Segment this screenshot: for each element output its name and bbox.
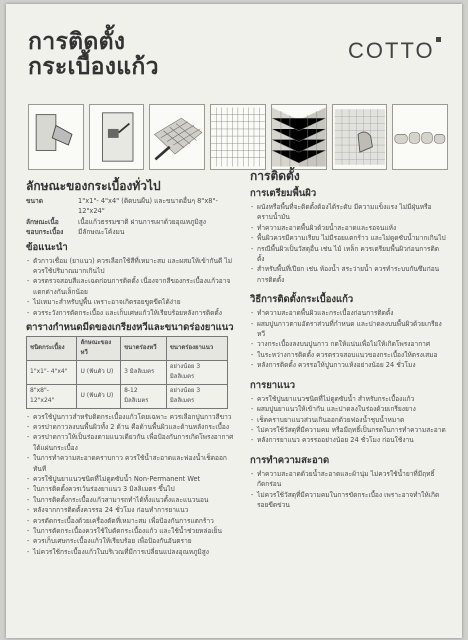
page-title: การติดตั้ง — [28, 29, 126, 55]
list-item: - เช็ดคราบยาแนวส่วนเกินออกด้วยฟองน้ำชุบน้ำหมาด — [250, 415, 446, 425]
table-cell: 8-12 มิลลิเมตร — [121, 384, 167, 408]
table-row — [27, 384, 228, 408]
step-7-illustration — [392, 104, 448, 170]
list-item: - ควรปาดกาวให้เป็นร่องตามแนวเดียวกัน เพื่อป้องกันการเกิดโพรงอากาศใต้แผ่นกระเบื้อง — [26, 432, 234, 453]
step-2-illustration — [89, 104, 145, 170]
table-cell: 8"x8"- 12"x24" — [27, 384, 77, 408]
section-heading-grouting: การยาแนว — [250, 379, 296, 391]
table-cell: U (ฟันตัว U) — [77, 384, 121, 408]
list-item: - หลังการติดตั้ง ควรรอให้ปูนกาวแห้งอย่างน้อย 24 ชั่วโมง — [250, 360, 446, 370]
spec-label: ขนาด — [26, 197, 43, 205]
spec-value: มีลักษณะโค้งมน — [78, 228, 125, 237]
spec-row — [26, 217, 234, 227]
list-item: - ในการติดตั้งควรเว้นร่องยาแนว 3 มิลลิเมตร ขึ้นไป — [26, 484, 234, 494]
table-cell: U (ฟันตัว U) — [77, 360, 121, 384]
step-4-illustration — [210, 104, 266, 170]
spec-value: เนื้อแก้วธรรมชาติ ผ่านการเผาด้วยอุณหภูมิสูง — [78, 217, 207, 226]
section-heading-tile-properties: ลักษณะของกระเบื้องทั่วไป — [26, 179, 161, 193]
table-header: ขนาดร่องยาแนว — [166, 337, 227, 361]
table-cell: 3 มิลลิเมตร — [121, 360, 167, 384]
list-item: - ควรระวังการตัดกระเบื้อง และเก็บเศษแก้วให้เรียบร้อยหลังการติดตั้ง — [26, 308, 234, 318]
section-heading-cleaning: การทำความสะอาด — [250, 454, 330, 466]
list-item: - หลังการยาแนว ควรรออย่างน้อย 24 ชั่วโมง ก่อนใช้งาน — [250, 435, 446, 445]
installation-steps-images — [28, 104, 448, 170]
page-subtitle: กระเบื้องแก้ว — [28, 54, 159, 80]
list-item: - ผสมปูนยาแนวให้เข้ากัน และปาดลงในร่องด้วยเกรียงยาง — [250, 404, 446, 414]
instruction-sheet — [6, 4, 462, 638]
list-item: - ผสมปูนกาวตามอัตราส่วนที่กำหนด และปาดลงบนพื้นผิวด้วยเกรียงหวี — [250, 319, 446, 340]
trowel-size-table — [26, 336, 228, 408]
table-header: ชนิดกระเบื้อง — [27, 337, 77, 361]
list-item: - ตัวกาวเชื่อม (ยาแนว) ควรเลือกใช้สีที่เหมาะสม และผสมให้เข้ากันดี ไม่ควรใช้ปริมาณมากเกินไป — [26, 256, 234, 277]
table-row — [27, 360, 228, 384]
list-item: - ควรปาดกาวลงบนพื้นผิวทั้ง 2 ด้าน คือด้านพื้นผิวและด้านหลังกระเบื้อง — [26, 422, 234, 432]
list-item: - วางกระเบื้องลงบนปูนกาว กดให้แน่นเพื่อไม่ให้เกิดโพรงอากาศ — [250, 339, 446, 349]
table-cell: อย่างน้อย 3 มิลลิเมตร — [166, 384, 227, 408]
spec-row — [26, 227, 234, 237]
list-item: - ไม่ควรใช้วัสดุที่มีความคม หรือมีฤทธิ์เป็นกรดในการทำความสะอาด — [250, 425, 446, 435]
list-item: - ทำความสะอาดพื้นผิวด้วยน้ำสะอาดและรอจนแห้ง — [250, 223, 446, 233]
spec-value: 1"x1"- 4"x4" (ติดบนผืน) และขนาดอื่นๆ 8"x8"- 12"x24" — [78, 197, 218, 216]
left-column — [26, 179, 234, 557]
list-item: - ในระหว่างการติดตั้ง ควรตรวจสอบแนวของกระเบื้องให้ตรงเสมอ — [250, 350, 446, 360]
section-heading-installation: การติดตั้ง — [250, 169, 300, 183]
section-heading-trowel-table: ตารางกำหนดมีดของเกรียงหวีและขนาดร่องยาแนว — [26, 322, 234, 334]
spec-label: ลักษณะเนื้อ — [26, 217, 59, 226]
spec-label: ขอบกระเบื้อง — [26, 228, 64, 237]
list-item: - ทำความสะอาดด้วยน้ำสะอาดและผ้านุ่ม ไม่ควรใช้น้ำยาที่มีฤทธิ์กัดกร่อน — [250, 469, 446, 490]
step-3-illustration — [149, 104, 205, 170]
list-item: - กรณีพื้นผิวเป็นวัสดุอื่น เช่น ไม้ เหล็ก ควรเตรียมพื้นผิวก่อนการติดตั้ง — [250, 244, 446, 265]
list-item: - ไม่ควรใช้วัสดุที่มีความคมในการขัดกระเบื้อง เพราะอาจทำให้เกิดรอยขีดข่วน — [250, 490, 446, 511]
table-cell: อย่างน้อย 3 มิลลิเมตร — [166, 360, 227, 384]
step-5-illustration — [271, 104, 327, 170]
list-item: - พื้นผิวควรมีความเรียบ ไม่มีรอยแตกร้าว และไม่ดูดซับน้ำมากเกินไป — [250, 233, 446, 243]
list-item: - หลังจากการติดตั้งควรรอ 24 ชั่วโมง ก่อนทำการยาแนว — [26, 505, 234, 515]
list-item: - ควรเก็บเศษกระเบื้องแก้วให้เรียบร้อย เพื่อป้องกันอันตราย — [26, 536, 234, 546]
list-item: - ทำความสะอาดพื้นผิวและกระเบื้องก่อนการติดตั้ง — [250, 308, 446, 318]
spec-row — [26, 196, 234, 217]
list-item: - ไม่เหมาะสำหรับปูพื้น เพราะอาจเกิดรอยขูดขีดได้ง่าย — [26, 297, 234, 307]
list-item: - ควรตรวจสอบสีและเฉดก่อนการติดตั้ง เนื่องจากสีของกระเบื้องแก้วอาจแตกต่างกันเล็กน้อย — [26, 276, 234, 297]
table-header: ลักษณะของหวี — [77, 337, 121, 361]
list-item: - ควรใช้ปูนยาแนวชนิดที่ไม่ดูดซับน้ำ Non-Permanent Wet — [26, 474, 234, 484]
list-item: - ควรใช้ปูนยาแนวชนิดที่ไม่ดูดซับน้ำ สำหรับกระเบื้องแก้ว — [250, 394, 446, 404]
list-item: - ควรใช้ปูนกาวสำหรับติดกระเบื้องแก้วโดยเฉพาะ ควรเลือกปูนกาวสีขาว — [26, 412, 234, 422]
list-item: - ไม่ควรใช้กระเบื้องแก้วในบริเวณที่มีการเปลี่ยนแปลงอุณหภูมิสูง — [26, 547, 234, 557]
step-6-illustration — [332, 104, 388, 170]
list-item: - สำหรับพื้นที่เปียก เช่น ห้องน้ำ สระว่ายน้ำ ควรทำระบบกันซึมก่อนการติดตั้ง — [250, 264, 446, 285]
list-item: - ผนังหรือพื้นที่จะติดตั้งต้องได้ระดับ มีความแข็งแรง ไม่มีฝุ่นหรือคราบน้ำมัน — [250, 202, 446, 223]
brand-logo: COTTO — [348, 38, 435, 63]
section-heading-recommendations: ข้อแนะนำ — [26, 241, 68, 253]
section-heading-surface-prep: การเตรียมพื้นผิว — [250, 188, 317, 199]
logo-square-icon — [436, 37, 441, 42]
table-cell: 1"x1"- 4"x4" — [27, 360, 77, 384]
list-item: - ควรตัดกระเบื้องด้วยเครื่องตัดที่เหมาะสม เพื่อป้องกันการแตกร้าว — [26, 516, 234, 526]
section-heading-method: วิธีการติดตั้งกระเบื้องแก้ว — [250, 294, 354, 306]
table-header: ขนาดร่องหวี — [121, 337, 167, 361]
step-1-illustration — [28, 104, 84, 170]
list-item: - ในการตัดกระเบื้องควรใช้ใบตัดกระเบื้องแก้ว และใช้น้ำช่วยหล่อเย็น — [26, 526, 234, 536]
right-column — [250, 169, 446, 510]
list-item: - ในการทำความสะอาดคราบกาว ควรใช้น้ำสะอาดและฟองน้ำเช็ดออกทันที — [26, 453, 234, 474]
list-item: - ในการติดตั้งกระเบื้องแก้วสามารถทำได้ทั้งแนวตั้งและแนวนอน — [26, 495, 234, 505]
